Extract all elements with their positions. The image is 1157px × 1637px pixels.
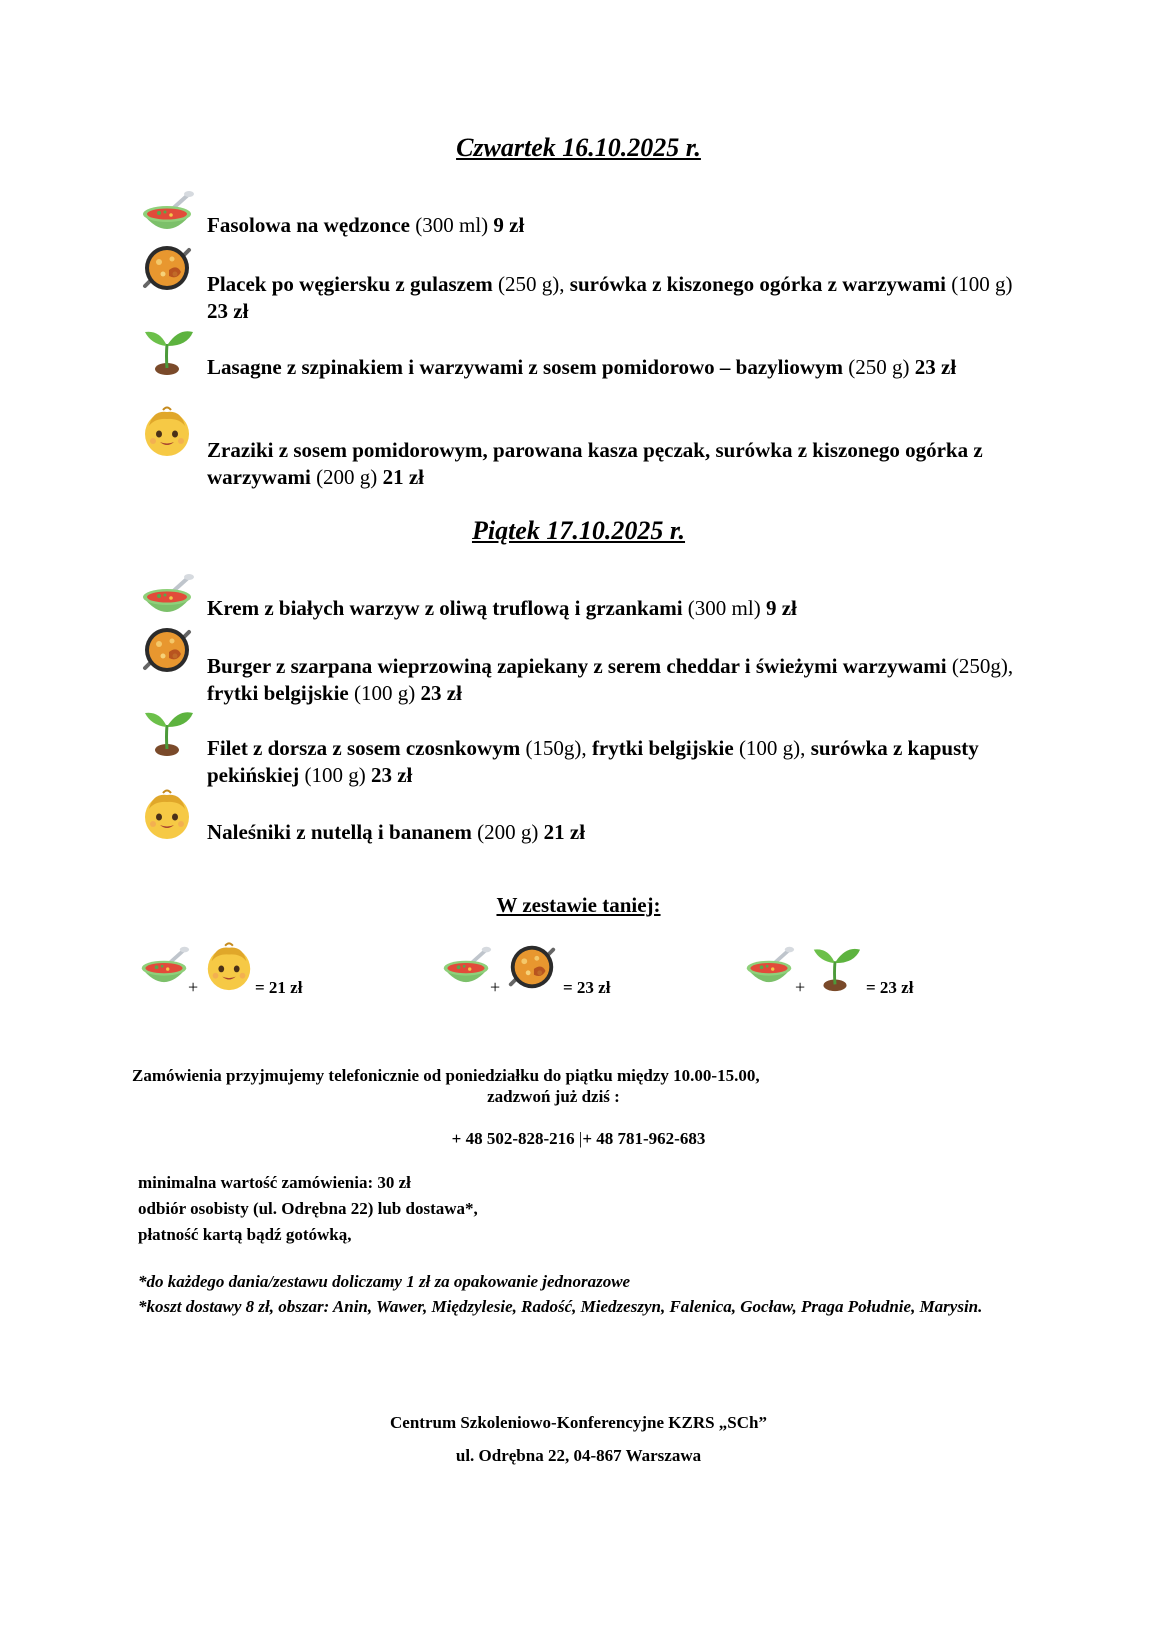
packaging-note: *do każdego dania/zestawu doliczamy 1 zł za opakowanie jednorazowe: [138, 1272, 631, 1291]
pickup-delivery: odbiór osobisty (ul. Odrębna 22) lub dostawa*,: [138, 1199, 478, 1218]
combo-price: = 23 zł: [866, 978, 914, 997]
portion-size: (250 g),: [492, 272, 570, 296]
dish-price: 23 zł: [914, 355, 957, 379]
baby-face-icon: [139, 787, 195, 843]
phone-numbers: [0, 1129, 1157, 1149]
portion-size: (100 g): [299, 763, 371, 787]
paella-pan-icon: [505, 940, 559, 994]
side-dish: frytki belgijskie: [591, 736, 734, 760]
day-title-friday: Piątek 17.10.2025 r.: [471, 516, 686, 545]
dish-name: Naleśniki z nutellą i bananem: [207, 820, 472, 844]
orders-line-2: zadzwoń już dziś :: [487, 1087, 620, 1106]
dish-name: Placek po węgiersku z gulaszem: [207, 272, 493, 296]
phone-number-1[interactable]: + 48 502-828-216: [451, 1129, 575, 1148]
min-order-value: minimalna wartość zamówienia: 30 zł: [138, 1173, 411, 1192]
menu-item: [207, 212, 1027, 239]
dish-price: 9 zł: [765, 596, 797, 620]
day-title-thursday: Czwartek 16.10.2025 r.: [456, 133, 701, 162]
dish-name: Burger z szarpana wieprzowiną zapiekany z serem cheddar i świeżymi warzywami: [207, 654, 947, 678]
dish-price: 23 zł: [207, 299, 249, 323]
paella-pan-icon: [139, 622, 195, 678]
soup-bowl-icon: [743, 944, 795, 996]
footer-name: Centrum Szkoleniowo-Konferencyjne KZRS „SCh”: [390, 1413, 767, 1432]
combo-price: = 21 zł: [255, 978, 303, 997]
portion-size: (100 g): [348, 681, 421, 705]
soup-bowl-icon: [139, 188, 195, 244]
portion-size: (300 ml): [682, 596, 766, 620]
seedling-icon: [808, 940, 862, 994]
menu-item: [207, 653, 1027, 707]
orders-line-1: Zamówienia przyjmujemy telefonicznie od poniedziałku do piątku między 10.00-15.00,: [132, 1066, 760, 1085]
portion-size: (150g),: [520, 736, 592, 760]
seedling-icon: [139, 703, 195, 759]
side-dish: surówka z kapusty pekińskiej: [207, 736, 979, 787]
portion-size: (200 g): [310, 465, 383, 489]
side-dish: frytki belgijskie: [207, 681, 349, 705]
menu-item: [207, 735, 1027, 789]
portion-size: (100 g): [946, 272, 1013, 296]
plus-sign: +: [490, 977, 501, 997]
payment-methods: płatność kartą bądź gotówką,: [138, 1225, 352, 1244]
plus-sign: +: [188, 977, 199, 997]
dish-name: Lasagne z szpinakiem i warzywami z sosem pomidorowo – bazyliowym: [207, 355, 843, 379]
seedling-icon: [139, 322, 195, 378]
combo-price: = 23 zł: [563, 978, 611, 997]
dish-name: Krem z białych warzyw z oliwą truflową i grzankami: [207, 596, 683, 620]
portion-size: (100 g),: [733, 736, 811, 760]
phone-number-2[interactable]: + 48 781-962-683: [582, 1129, 706, 1148]
soup-bowl-icon: [138, 944, 190, 996]
paella-pan-icon: [139, 240, 195, 296]
menu-item: [207, 819, 1027, 846]
delivery-note: *koszt dostawy 8 zł, obszar: Anin, Wawer, Międzylesie, Radość, Miedzeszyn, Falenica, Gocław, Praga Południe, Marysin.: [138, 1297, 983, 1316]
footer-address: ul. Odrębna 22, 04-867 Warszawa: [455, 1446, 702, 1465]
dish-name: Filet z dorsza z sosem czosnkowym: [207, 736, 521, 760]
portion-size: (250g),: [946, 654, 1014, 678]
dish-price: 23 zł: [370, 763, 413, 787]
menu-item: [207, 595, 1027, 622]
dish-price: 9 zł: [493, 213, 525, 237]
baby-face-icon: [202, 940, 256, 994]
phone-separator: |: [578, 1129, 583, 1148]
portion-size: (200 g): [471, 820, 544, 844]
order-conditions: [138, 1170, 478, 1248]
dish-price: 23 zł: [420, 681, 462, 705]
dish-name: Zraziki z sosem pomidorowym, parowana kasza pęczak, surówka z kiszonego ogórka z warzywami: [207, 438, 983, 489]
menu-item: [207, 271, 1027, 325]
baby-face-icon: [139, 404, 195, 460]
sets-title: W zestawie taniej:: [496, 893, 661, 917]
portion-size: (300 ml): [410, 213, 494, 237]
side-dish: surówka z kiszonego ogórka z warzywami: [569, 272, 947, 296]
menu-item: [207, 354, 1027, 381]
menu-item: [207, 437, 1027, 491]
portion-size: (250 g): [843, 355, 915, 379]
dish-name: Fasolowa na wędzonce: [207, 213, 410, 237]
dish-price: 21 zł: [543, 820, 586, 844]
plus-sign: +: [795, 977, 806, 997]
soup-bowl-icon: [440, 944, 492, 996]
soup-bowl-icon: [139, 571, 195, 627]
dish-price: 21 zł: [382, 465, 424, 489]
